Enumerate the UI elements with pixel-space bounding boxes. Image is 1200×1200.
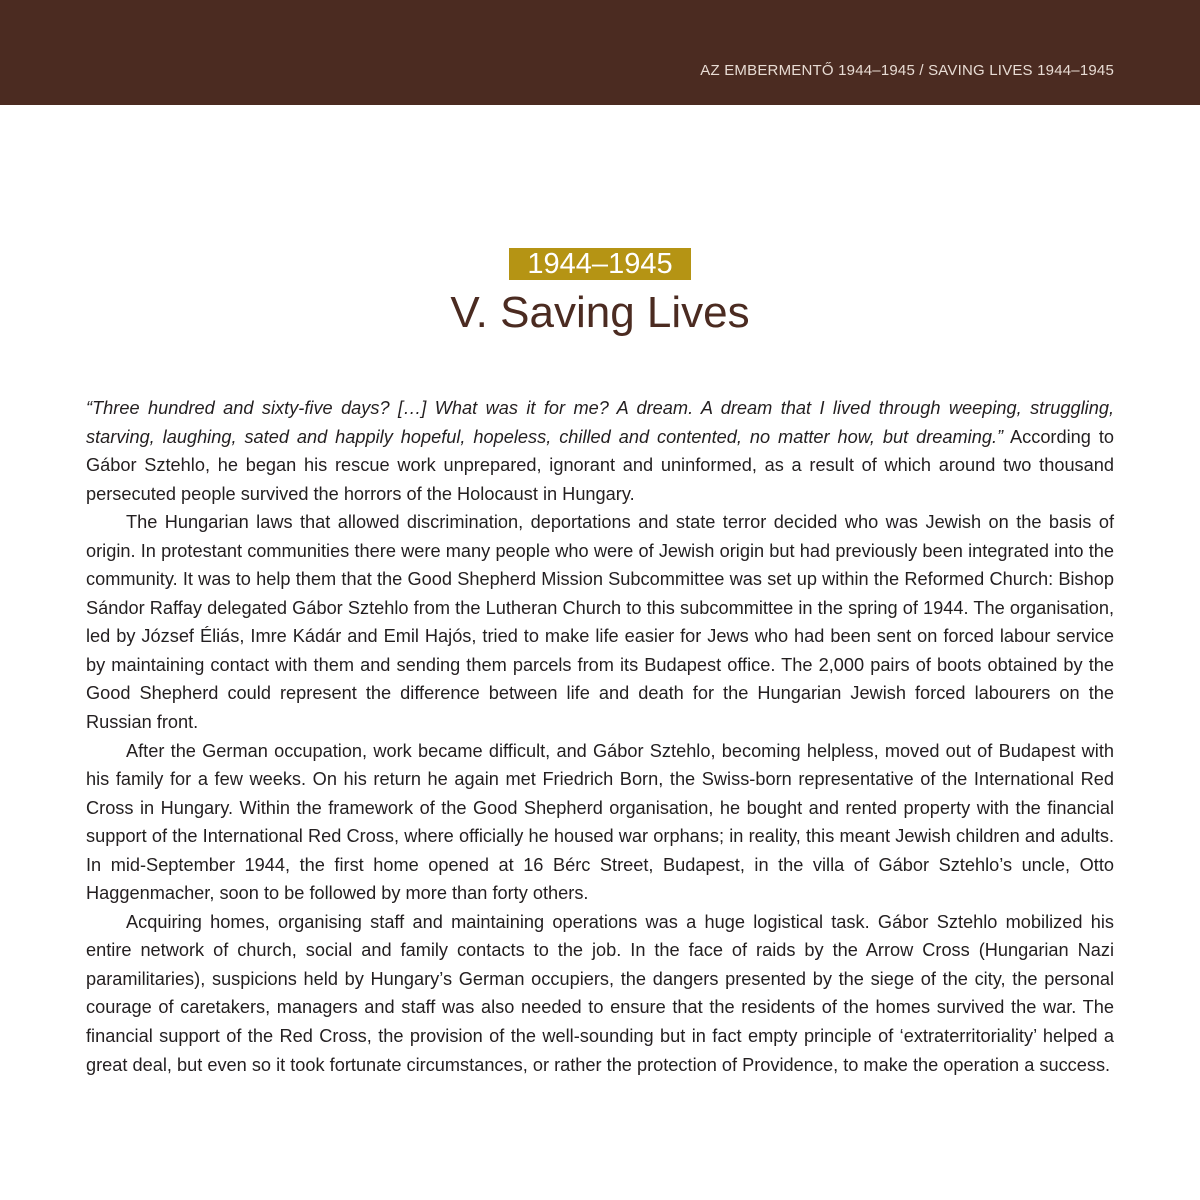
- opening-quote: “Three hundred and sixty-five days? […] What was it for me? A dream. A dream that I lived through weeping, struggling, starving, laughing, sated and happily hopeful, hopeless, chilled and contented, no matter how, but dreaming.”: [86, 398, 1114, 447]
- body-text: [86, 394, 1114, 1079]
- paragraph: The Hungarian laws that allowed discrimination, deportations and state terror decided who was Jewish on the basis of origin. In protestant communities there were many people who were of Jewish origin but had previously been integrated into the community. It was to help them that the Good Shepherd Mission Subcommittee was set up within the Reformed Church: Bishop Sándor Raffay delegated Gábor Sztehlo from the Lutheran Church to this subcommittee in the spring of 1944. The organisation, led by József Éliás, Imre Kádár and Emil Hajós, tried to make life easier for Jews who had been sent on forced labour service by maintaining contact with them and sending them parcels from its Budapest office. The 2,000 pairs of boots obtained by the Good Shepherd could represent the difference between life and death for the Hungarian Jewish forced labourers on the Russian front.: [86, 512, 1114, 733]
- chapter-title: V. Saving Lives: [450, 288, 750, 337]
- paragraph: [86, 394, 1114, 508]
- chapter-years-badge: 1944–1945: [509, 248, 691, 280]
- paragraph: Acquiring homes, organising staff and maintaining operations was a huge logistical task. Gábor Sztehlo mobilized his entire network of church, social and family contacts to the job. In the face of raids by the Arrow Cross (Hungarian Nazi paramilitaries), suspicions held by Hungary’s German occupiers, the dangers presented by the siege of the city, the personal courage of caretakers, managers and staff was also needed to ensure that the residents of the homes survived the war. The financial support of the Red Cross, the provision of the well-sounding but in fact empty principle of ‘extraterritoriality’ helped a great deal, but even so it took fortunate circumstances, or rather the protection of Providence, to make the operation a success.: [86, 911, 1114, 1075]
- running-title: AZ EMBERMENTŐ 1944–1945 / SAVING LIVES 1944–1945: [700, 62, 1114, 79]
- paragraph: After the German occupation, work became difficult, and Gábor Sztehlo, becoming helpless, moved out of Budapest with his family for a few weeks. On his return he again met Friedrich Born, the Swiss-born representative of the International Red Cross in Hungary. Within the framework of the Good Shepherd organisation, he bought and rented property with the financial support of the International Red Cross, where officially he housed war orphans; in reality, this meant Jewish children and adults. In mid-September 1944, the first home opened at 16 Bérc Street, Budapest, in the villa of Gábor Sztehlo’s uncle, Otto Haggenmacher, soon to be followed by more than forty others.: [86, 740, 1114, 904]
- page-header-band: [0, 0, 1200, 105]
- paragraph-text: According to Gábor Sztehlo, he began his rescue work unprepared, ignorant and uninformed, as a result of which around two thousand persecuted people survived the horrors of the Holocaust in Hungary.: [86, 426, 1114, 504]
